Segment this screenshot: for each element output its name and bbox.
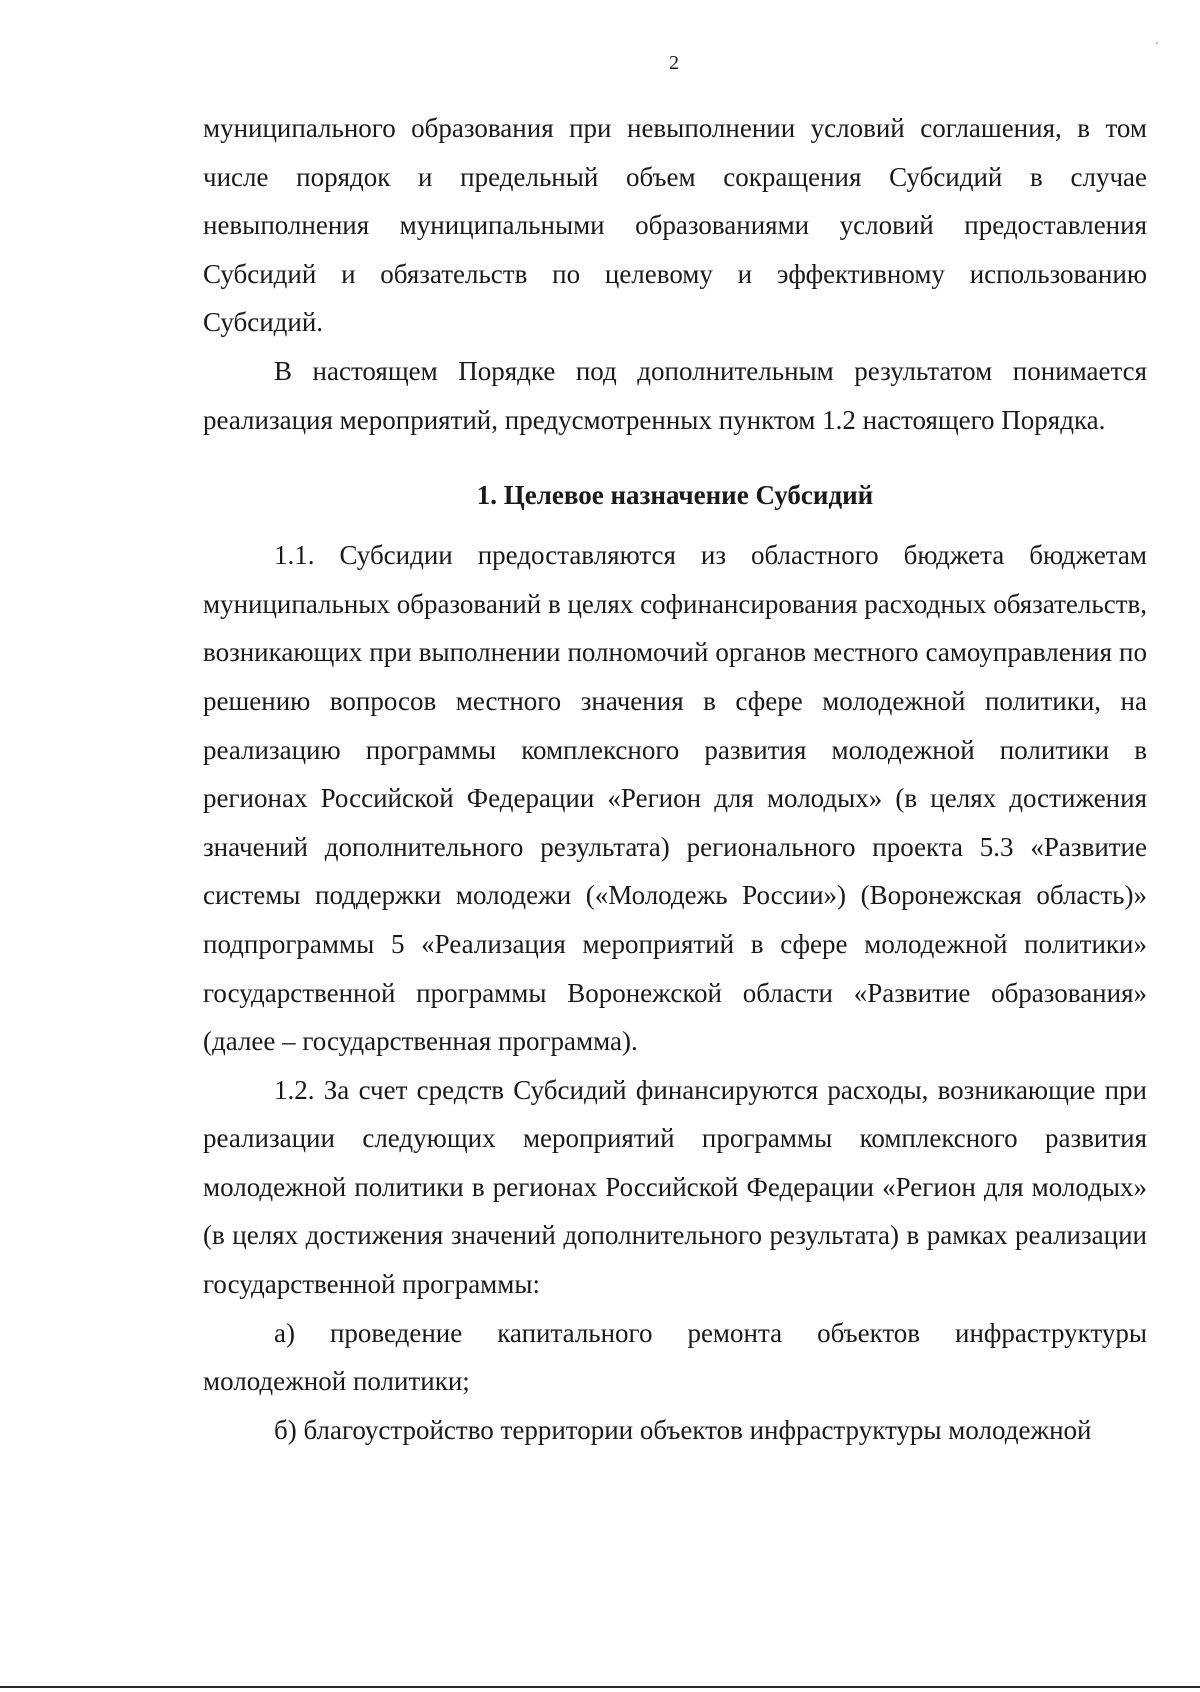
document-body: [203, 104, 1147, 1454]
page-number: 2: [669, 52, 679, 74]
clause-1-1: 1.1. Субсидии предоставляются из областного бюджета бюджетам муниципальных образований в целях софинансирования расходных обязательств, возникающих при выполнении полномочий органов местного самоуправления по решению вопросов местного значения в сфере молодежной политики, на реализацию программы комплексного развития молодежной политики в регионах Российской Федерации «Регион для молодых» (в целях достижения значений дополнительного результата) регионального проекта 5.3 «Развитие системы поддержки молодежи («Молодежь России») (Воронежская область)» подпрограммы 5 «Реализация мероприятий в сфере молодежной политики» государственной программы Воронежской области «Развитие образования» (далее – государственная программа).: [203, 540, 1147, 1057]
paragraph-continuation: муниципального образования при невыполнении условий соглашения, в том числе порядок и предельный объем сокращения Субсидий в случае невыполнения муниципальными образованиями условий предоставления Субсидий и обязательств по целевому и эффективному использованию Субсидий.: [203, 113, 1147, 338]
section-heading: 1. Целевое назначение Субсидий: [476, 480, 874, 511]
clause-1-2: 1.2. За счет средств Субсидий финансируются расходы, возникающие при реализации следующих мероприятий программы комплексного развития молодежной политики в регионах Российской Федерации «Регион для молодых» (в целях достижения значений дополнительного результата) в рамках реализации государственной программы:: [203, 1074, 1147, 1300]
list-item-a: а) проведение капитального ремонта объектов инфраструктуры молодежной политики;: [203, 1317, 1147, 1397]
paragraph-definition: В настоящем Порядке под дополнительным результатом понимается реализация мероприятий, предусмотренных пунктом 1.2 настоящего Порядка.: [203, 355, 1147, 435]
scan-artifact: [1156, 42, 1158, 44]
page-bottom-edge: [0, 1686, 1200, 1688]
list-item-b: б) благоустройство территории объектов инфраструктуры молодежной: [274, 1414, 1092, 1445]
